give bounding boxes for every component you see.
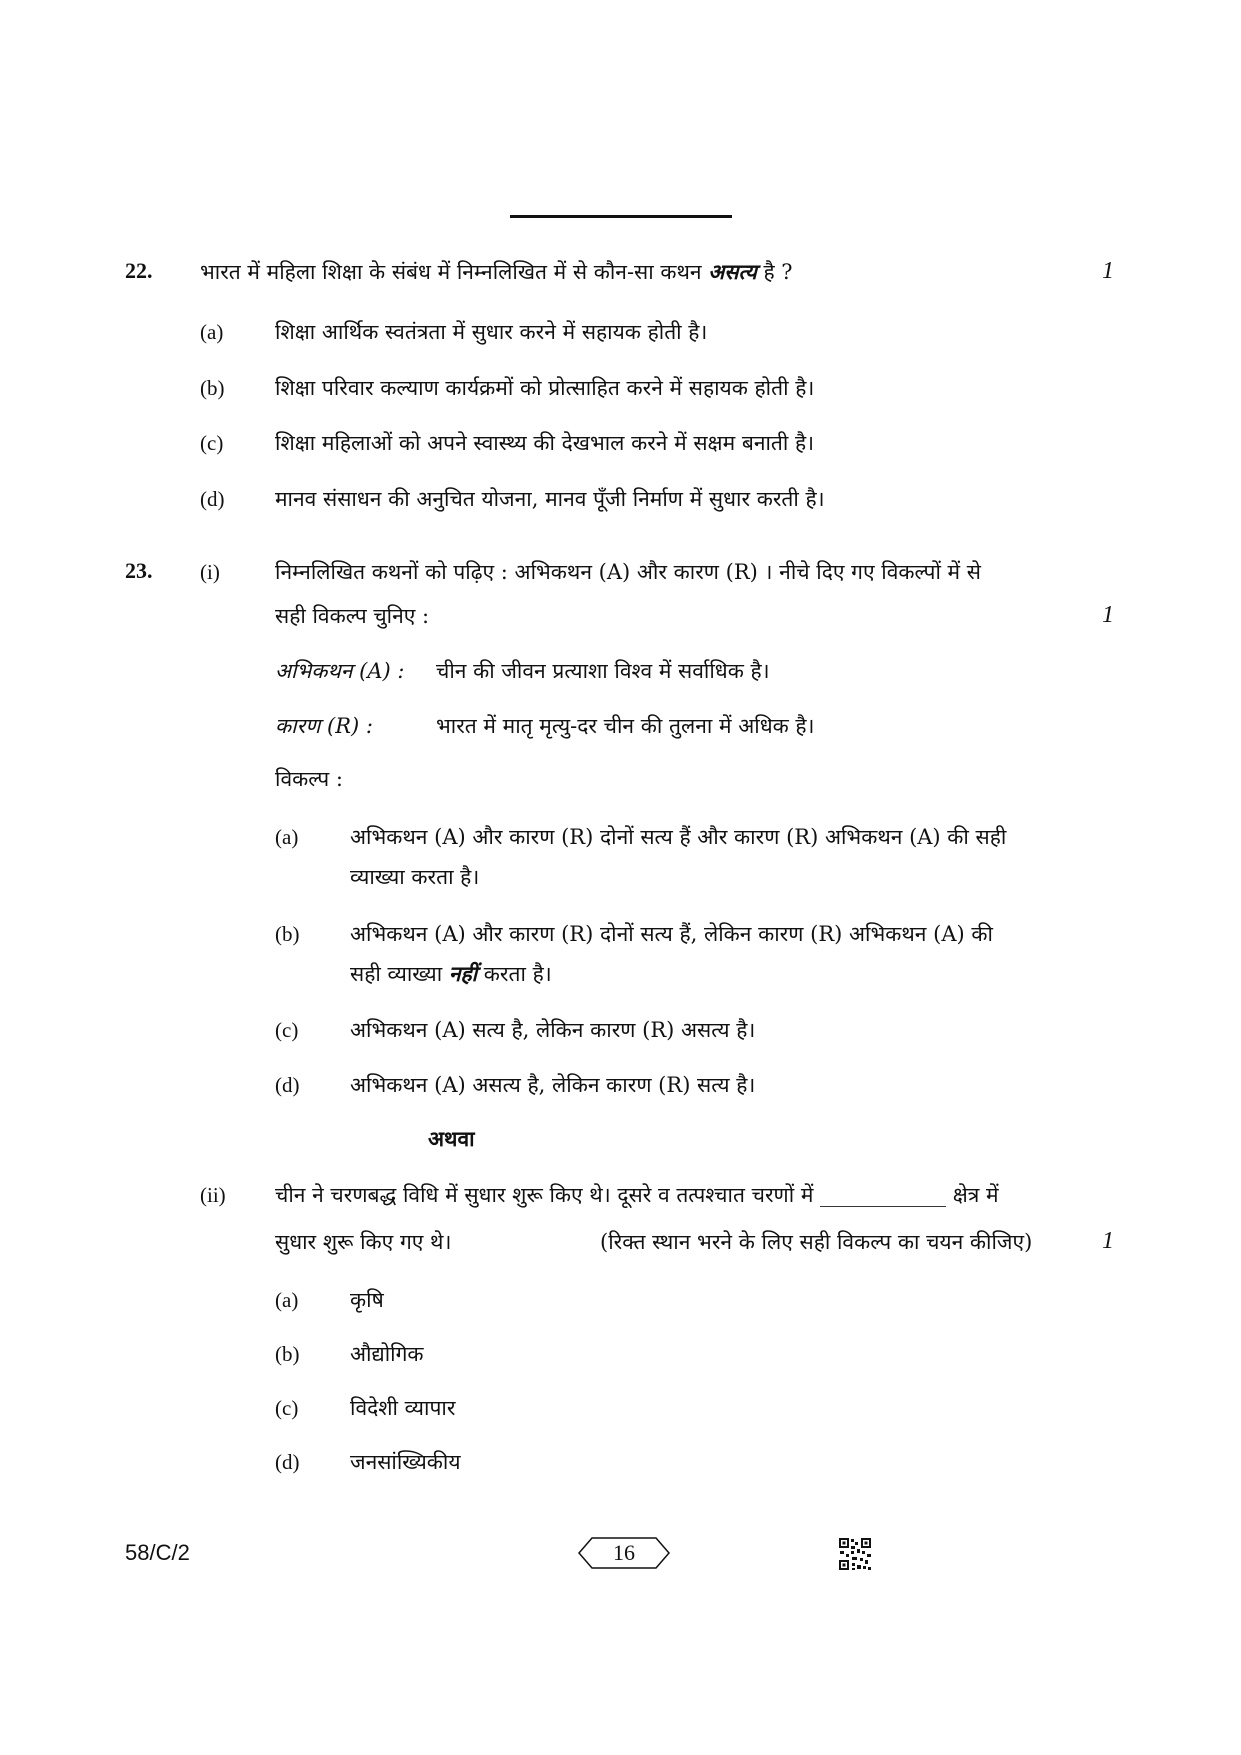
q22-option-c-text: शिक्षा महिलाओं को अपने स्वास्थ्य की देखभाल करने में सक्षम बनाती है।: [275, 431, 815, 455]
q23-ii-option-c-text: विदेशी व्यापार: [350, 1396, 456, 1420]
q22-option-c-label: (c): [200, 431, 224, 455]
q23-part-i-marks: 1: [1102, 602, 1114, 628]
q23-part-i-label: (i): [200, 560, 220, 584]
q22-stem-text: भारत में महिला शिक्षा के संबंध में निम्नलिखित में से कौन-सा कथन: [200, 260, 709, 284]
q22-marks: 1: [1102, 258, 1114, 284]
q22-stem-emphasis: असत्य: [708, 259, 757, 284]
assertion-text: चीन की जीवन प्रत्याशा विश्व में सर्वाधिक है।: [436, 659, 770, 683]
q23-i-option-b-emphasis: नहीं: [448, 961, 478, 986]
q22-option-b-label: (b): [200, 376, 225, 400]
top-rule: [510, 215, 732, 218]
q22-option-d-text: मानव संसाधन की अनुचित योजना, मानव पूँजी निर्माण में सुधार करती है।: [275, 487, 825, 511]
q23-i-option-b-line2: [350, 960, 552, 988]
q23-i-option-b-line2-end: करता है।: [477, 962, 552, 986]
page-number-badge: [578, 1537, 670, 1569]
q23-i-option-b-label: (b): [275, 922, 300, 946]
q22-option-d-label: (d): [200, 487, 225, 511]
q23-part-ii-label: (ii): [200, 1183, 226, 1207]
q23-part-i-line2: सही विकल्प चुनिए :: [275, 604, 430, 628]
q22-number: 22.: [125, 258, 153, 283]
q22-option-a-text: शिक्षा आर्थिक स्वतंत्रता में सुधार करने में सहायक होती है।: [275, 320, 708, 344]
options-heading: विकल्प :: [275, 767, 343, 791]
q22-stem-end: है ?: [756, 260, 793, 284]
q23-number: 23.: [125, 558, 153, 583]
q23-i-option-c-text: अभिकथन (A) सत्य है, लेकिन कारण (R) असत्य है।: [350, 1018, 756, 1042]
q23-part-ii-line1: चीन ने चरणबद्ध विधि में सुधार शुरू किए थे। दूसरे व तत्पश्चात चरणों में ____________ क्षेत्र में: [275, 1183, 999, 1207]
q23-i-option-a-line1: अभिकथन (A) और कारण (R) दोनों सत्य हैं और कारण (R) अभिकथन (A) की सही: [350, 825, 1007, 849]
q22-option-a-label: (a): [200, 320, 224, 344]
paper-code: 58/C/2: [125, 1540, 190, 1565]
q23-part-ii-line2: सुधार शुरू किए गए थे।: [275, 1230, 452, 1254]
q23-ii-option-a-text: कृषि: [350, 1288, 384, 1312]
q23-ii-option-b-label: (b): [275, 1342, 300, 1366]
q23-ii-option-d-text: जनसांख्यिकीय: [350, 1450, 461, 1474]
q23-ii-option-c-label: (c): [275, 1396, 299, 1420]
q22-option-b-text: शिक्षा परिवार कल्याण कार्यक्रमों को प्रोत्साहित करने में सहायक होती है।: [275, 376, 815, 400]
q23-i-option-d-label: (d): [275, 1073, 300, 1097]
assertion-label: अभिकथन (A) :: [275, 659, 405, 683]
q23-i-option-b-line2-text: सही व्याख्या: [350, 962, 449, 986]
reason-label: कारण (R) :: [275, 714, 373, 738]
qr-code-icon: [838, 1537, 872, 1571]
q23-i-option-b-line1: अभिकथन (A) और कारण (R) दोनों सत्य हैं, लेकिन कारण (R) अभिकथन (A) की: [350, 922, 993, 946]
or-separator: अथवा: [428, 1126, 475, 1151]
q23-part-ii-marks: 1: [1102, 1228, 1114, 1254]
q23-part-ii-instruction: (रिक्त स्थान भरने के लिए सही विकल्प का चयन कीजिए): [600, 1230, 1033, 1254]
q23-i-option-a-label: (a): [275, 825, 299, 849]
q23-i-option-a-line2: व्याख्या करता है।: [350, 865, 480, 889]
q23-ii-option-b-text: औद्योगिक: [350, 1342, 424, 1366]
q23-part-i-line1: निम्नलिखित कथनों को पढ़िए : अभिकथन (A) और कारण (R) । नीचे दिए गए विकल्पों में से: [275, 560, 981, 584]
reason-text: भारत में मातृ मृत्यु-दर चीन की तुलना में अधिक है।: [436, 714, 815, 738]
q22-stem: [200, 258, 793, 286]
q23-i-option-c-label: (c): [275, 1018, 299, 1042]
page-number: 16: [613, 1540, 635, 1565]
q23-ii-option-a-label: (a): [275, 1288, 299, 1312]
q23-i-option-d-text: अभिकथन (A) असत्य है, लेकिन कारण (R) सत्य है।: [350, 1073, 756, 1097]
q23-ii-option-d-label: (d): [275, 1450, 300, 1474]
